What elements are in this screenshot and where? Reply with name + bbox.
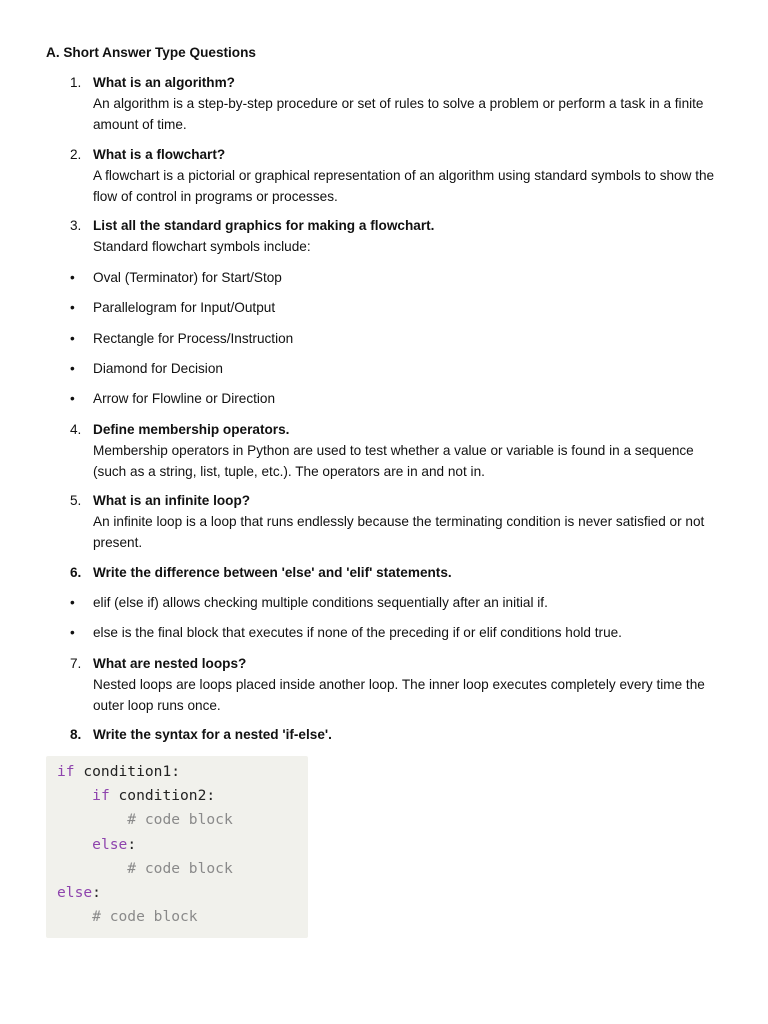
question-text: List all the standard graphics for making a flowchart. [93, 218, 435, 233]
question-text: What is an algorithm? [93, 75, 235, 90]
list-item-text: Parallelogram for Input/Output [93, 300, 276, 315]
list-item [70, 267, 730, 288]
code-line: # code block [92, 908, 198, 926]
question-item [70, 562, 730, 583]
answer-text: Standard flowchart symbols include: [93, 239, 311, 254]
list-item [70, 297, 730, 318]
section-title: A. Short Answer Type Questions [46, 45, 256, 60]
question-text: What are nested loops? [93, 656, 247, 671]
question-text: Write the syntax for a nested 'if-else'. [93, 727, 332, 742]
bullet-dot: • [70, 595, 75, 610]
question-item [70, 724, 730, 745]
list-item [70, 328, 730, 349]
question-number: 6. [70, 565, 82, 580]
question-number: 2. [70, 147, 82, 162]
question-item [70, 72, 730, 135]
question-text: Define membership operators. [93, 422, 290, 437]
code-line: # code block [127, 859, 233, 877]
answer-text: Nested loops are loops placed inside another loop. The inner loop executes completely every time the outer loop runs once. [93, 677, 705, 713]
list-item [70, 358, 730, 379]
question-text: What is a flowchart? [93, 147, 226, 162]
question-text: Write the difference between 'else' and 'elif' statements. [93, 565, 452, 580]
question-item [70, 490, 730, 553]
code-line: # code block [127, 811, 233, 829]
bullet-dot: • [70, 300, 75, 315]
bullet-dot: • [70, 331, 75, 346]
code-line: else: [92, 835, 137, 853]
bullet-dot: • [70, 361, 75, 376]
answer-text: A flowchart is a pictorial or graphical representation of an algorithm using standard symbols to show the flow of control in programs or processes. [93, 168, 715, 204]
list-item-text: Arrow for Flowline or Direction [93, 391, 276, 406]
bullet-dot: • [70, 270, 75, 285]
list-item [70, 622, 730, 643]
question-item [70, 144, 730, 207]
list-item [70, 388, 730, 409]
question-number: 8. [70, 727, 82, 742]
list-item [70, 592, 730, 613]
bullet-dot: • [70, 391, 75, 406]
question-number: 4. [70, 422, 82, 437]
question-number: 7. [70, 656, 82, 671]
code-block [46, 756, 308, 938]
question-number: 3. [70, 218, 82, 233]
code-line: else: [57, 883, 101, 901]
code-line: if condition2: [92, 787, 216, 805]
list-item-text: elif (else if) allows checking multiple conditions sequentially after an initial if. [93, 595, 548, 610]
answer-text: Membership operators in Python are used to test whether a value or variable is found in a sequence (such as a string, list, tuple, etc.). The operators are in and not in. [93, 443, 694, 479]
question-item [70, 419, 730, 482]
answer-text: An algorithm is a step-by-step procedure or set of rules to solve a problem or perform a task in a finite amount of time. [93, 96, 704, 132]
list-item-text: Rectangle for Process/Instruction [93, 331, 294, 346]
question-number: 1. [70, 75, 82, 90]
question-text: What is an infinite loop? [93, 493, 251, 508]
question-number: 5. [70, 493, 82, 508]
bullet-dot: • [70, 625, 75, 640]
code-line: if condition1: [57, 763, 181, 780]
list-item-text: Oval (Terminator) for Start/Stop [93, 270, 282, 285]
question-item [70, 215, 730, 257]
answer-text: An infinite loop is a loop that runs endlessly because the terminating condition is never satisfied or not present. [93, 514, 705, 550]
question-item [70, 653, 730, 716]
list-item-text: else is the final block that executes if none of the preceding if or elif conditions hold true. [93, 625, 622, 640]
list-item-text: Diamond for Decision [93, 361, 223, 376]
